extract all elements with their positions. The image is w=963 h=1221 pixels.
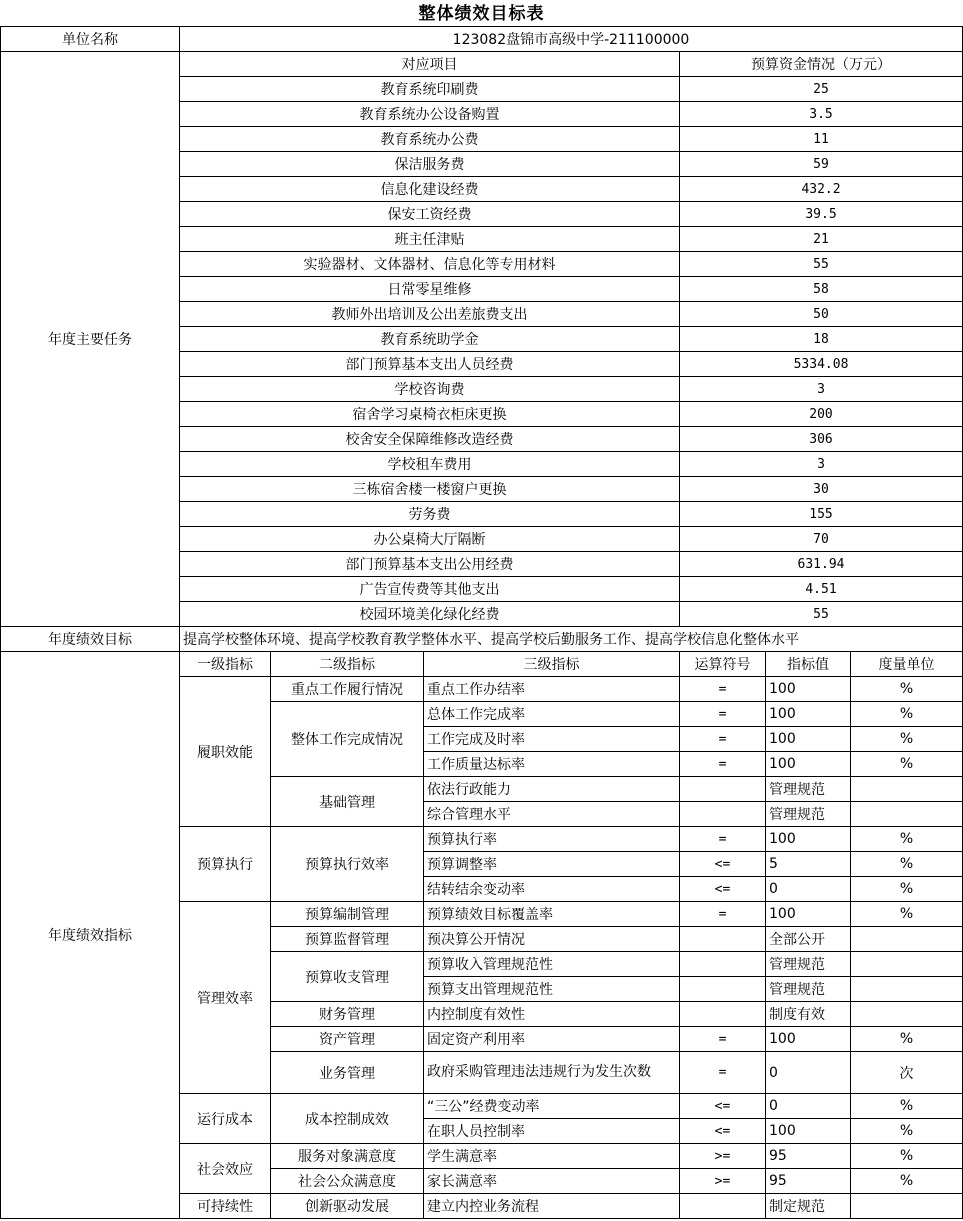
indicator-unit: % <box>851 902 963 927</box>
indicator-unit <box>851 977 963 1002</box>
indicator-level3: 建立内控业务流程 <box>424 1194 680 1219</box>
task-item: 办公桌椅大厅隔断 <box>180 527 680 552</box>
indicator-value: 100 <box>766 677 851 702</box>
indicator-header: 度量单位 <box>851 652 963 677</box>
indicator-value: 0 <box>766 1094 851 1119</box>
indicator-operator: = <box>680 702 766 727</box>
task-amount: 631.94 <box>680 552 963 577</box>
indicator-level2: 预算执行效率 <box>271 827 424 902</box>
indicator-value: 0 <box>766 1052 851 1094</box>
indicator-value: 95 <box>766 1144 851 1169</box>
task-item: 劳务费 <box>180 502 680 527</box>
indicator-level3: 综合管理水平 <box>424 802 680 827</box>
indicator-unit: % <box>851 1027 963 1052</box>
indicator-value: 100 <box>766 702 851 727</box>
unit-label: 单位名称 <box>1 27 180 52</box>
task-item: 部门预算基本支出人员经费 <box>180 352 680 377</box>
indicator-level2: 业务管理 <box>271 1052 424 1094</box>
indicator-operator <box>680 1002 766 1027</box>
indicator-level3: 依法行政能力 <box>424 777 680 802</box>
performance-table <box>0 26 963 1219</box>
task-item: 广告宣传费等其他支出 <box>180 577 680 602</box>
indicator-level2: 资产管理 <box>271 1027 424 1052</box>
task-item: 保安工资经费 <box>180 202 680 227</box>
task-amount: 50 <box>680 302 963 327</box>
indicator-level1: 运行成本 <box>180 1094 271 1144</box>
indicator-value: 100 <box>766 827 851 852</box>
task-amount: 3.5 <box>680 102 963 127</box>
task-amount: 18 <box>680 327 963 352</box>
indicator-level1: 可持续性 <box>180 1194 271 1219</box>
indicator-operator: = <box>680 677 766 702</box>
indicator-value: 100 <box>766 1119 851 1144</box>
indicator-level3: 政府采购管理违法违规行为发生次数 <box>424 1052 680 1094</box>
page-title: 整体绩效目标表 <box>418 4 545 24</box>
task-amount: 70 <box>680 527 963 552</box>
unit-value: 123082盘锦市高级中学-211100000 <box>180 27 963 52</box>
indicator-value: 100 <box>766 902 851 927</box>
task-item: 教育系统办公设备购置 <box>180 102 680 127</box>
tasks-label: 年度主要任务 <box>1 52 180 627</box>
task-item: 学校咨询费 <box>180 377 680 402</box>
indicator-operator: = <box>680 1027 766 1052</box>
task-amount: 59 <box>680 152 963 177</box>
indicator-level3: 总体工作完成率 <box>424 702 680 727</box>
task-item: 教育系统办公费 <box>180 127 680 152</box>
indicator-header: 运算符号 <box>680 652 766 677</box>
indicator-value: 100 <box>766 727 851 752</box>
indicator-operator <box>680 1194 766 1219</box>
goal-row <box>1 627 963 652</box>
task-amount: 21 <box>680 227 963 252</box>
task-item: 教育系统助学金 <box>180 327 680 352</box>
task-item: 部门预算基本支出公用经费 <box>180 552 680 577</box>
indicator-level3: 重点工作办结率 <box>424 677 680 702</box>
indicator-operator <box>680 952 766 977</box>
task-item: 教师外出培训及公出差旅费支出 <box>180 302 680 327</box>
indicator-value: 5 <box>766 852 851 877</box>
indicator-level3: 预算收入管理规范性 <box>424 952 680 977</box>
task-item: 教育系统印刷费 <box>180 77 680 102</box>
indicator-level3: 固定资产利用率 <box>424 1027 680 1052</box>
indicator-operator: >= <box>680 1144 766 1169</box>
task-amount: 200 <box>680 402 963 427</box>
task-item: 日常零星维修 <box>180 277 680 302</box>
tasks-col-budget: 预算资金情况（万元） <box>680 52 963 77</box>
indicator-level1: 社会效应 <box>180 1144 271 1194</box>
indicator-unit: % <box>851 727 963 752</box>
indicator-unit: % <box>851 702 963 727</box>
indicator-unit: 次 <box>851 1052 963 1094</box>
indicator-operator: <= <box>680 852 766 877</box>
indicator-level2: 创新驱动发展 <box>271 1194 424 1219</box>
task-amount: 25 <box>680 77 963 102</box>
indicator-level3: 预算支出管理规范性 <box>424 977 680 1002</box>
indicator-level2: 基础管理 <box>271 777 424 827</box>
indicator-level2: 重点工作履行情况 <box>271 677 424 702</box>
task-item: 三栋宿舍楼一楼窗户更换 <box>180 477 680 502</box>
indicator-level2: 整体工作完成情况 <box>271 702 424 777</box>
indicator-value: 管理规范 <box>766 777 851 802</box>
indicator-level2: 预算收支管理 <box>271 952 424 1002</box>
indicator-unit: % <box>851 877 963 902</box>
indicator-level3: 内控制度有效性 <box>424 1002 680 1027</box>
indicator-unit: % <box>851 852 963 877</box>
indicator-operator <box>680 802 766 827</box>
indicator-level3: 家长满意率 <box>424 1169 680 1194</box>
task-amount: 11 <box>680 127 963 152</box>
task-amount: 155 <box>680 502 963 527</box>
indicator-value: 100 <box>766 752 851 777</box>
indicator-operator: = <box>680 727 766 752</box>
indicator-value: 管理规范 <box>766 802 851 827</box>
indicator-operator <box>680 977 766 1002</box>
indicator-level1: 预算执行 <box>180 827 271 902</box>
indicator-level3: 预算执行率 <box>424 827 680 852</box>
indicator-unit: % <box>851 1169 963 1194</box>
unit-row <box>1 27 963 52</box>
tasks-col-item: 对应项目 <box>180 52 680 77</box>
task-amount: 5334.08 <box>680 352 963 377</box>
indicator-header: 三级指标 <box>424 652 680 677</box>
indicator-level3: 预决算公开情况 <box>424 927 680 952</box>
indicator-level3: “三公”经费变动率 <box>424 1094 680 1119</box>
task-amount: 30 <box>680 477 963 502</box>
indicator-value: 100 <box>766 1027 851 1052</box>
task-item: 实验器材、文体器材、信息化等专用材料 <box>180 252 680 277</box>
indicator-level2: 预算监督管理 <box>271 927 424 952</box>
indicator-header: 一级指标 <box>180 652 271 677</box>
indicator-unit: % <box>851 1144 963 1169</box>
indicators-label: 年度绩效指标 <box>1 652 180 1219</box>
task-item: 学校租车费用 <box>180 452 680 477</box>
indicator-level3: 预算绩效目标覆盖率 <box>424 902 680 927</box>
indicator-operator: >= <box>680 1169 766 1194</box>
task-amount: 55 <box>680 602 963 627</box>
indicator-unit: % <box>851 752 963 777</box>
indicator-value: 制度有效 <box>766 1002 851 1027</box>
indicator-unit <box>851 927 963 952</box>
indicator-operator: <= <box>680 877 766 902</box>
indicator-header: 指标值 <box>766 652 851 677</box>
indicator-unit: % <box>851 1094 963 1119</box>
tasks-header-row <box>1 52 963 77</box>
indicator-level1: 管理效率 <box>180 902 271 1094</box>
indicator-value: 0 <box>766 877 851 902</box>
indicator-level2: 预算编制管理 <box>271 902 424 927</box>
task-amount: 4.51 <box>680 577 963 602</box>
task-item: 信息化建设经费 <box>180 177 680 202</box>
indicator-operator: <= <box>680 1094 766 1119</box>
indicator-operator: = <box>680 902 766 927</box>
indicator-operator: = <box>680 827 766 852</box>
task-item: 宿舍学习桌椅衣柜床更换 <box>180 402 680 427</box>
task-amount: 58 <box>680 277 963 302</box>
indicator-operator: <= <box>680 1119 766 1144</box>
indicator-level1: 履职效能 <box>180 677 271 827</box>
goal-text: 提高学校整体环境、提高学校教育教学整体水平、提高学校后勤服务工作、提高学校信息化整体水平 <box>180 627 963 652</box>
task-amount: 306 <box>680 427 963 452</box>
task-amount: 55 <box>680 252 963 277</box>
task-amount: 3 <box>680 377 963 402</box>
indicator-level2: 成本控制成效 <box>271 1094 424 1144</box>
indicator-level3: 在职人员控制率 <box>424 1119 680 1144</box>
indicator-value: 95 <box>766 1169 851 1194</box>
task-amount: 39.5 <box>680 202 963 227</box>
indicator-unit <box>851 952 963 977</box>
indicator-header-row <box>1 652 963 677</box>
indicator-operator <box>680 927 766 952</box>
task-item: 保洁服务费 <box>180 152 680 177</box>
indicator-unit: % <box>851 1119 963 1144</box>
indicator-operator: = <box>680 752 766 777</box>
indicator-unit <box>851 1194 963 1219</box>
indicator-unit: % <box>851 827 963 852</box>
task-amount: 432.2 <box>680 177 963 202</box>
indicator-level2: 社会公众满意度 <box>271 1169 424 1194</box>
goal-label: 年度绩效目标 <box>1 627 180 652</box>
indicator-header: 二级指标 <box>271 652 424 677</box>
indicator-unit <box>851 1002 963 1027</box>
indicator-level2: 服务对象满意度 <box>271 1144 424 1169</box>
indicator-level3: 学生满意率 <box>424 1144 680 1169</box>
task-item: 校园环境美化绿化经费 <box>180 602 680 627</box>
indicator-value: 全部公开 <box>766 927 851 952</box>
indicator-value: 制定规范 <box>766 1194 851 1219</box>
indicator-level2: 财务管理 <box>271 1002 424 1027</box>
indicator-unit <box>851 802 963 827</box>
indicator-unit <box>851 777 963 802</box>
indicator-unit: % <box>851 677 963 702</box>
indicator-level3: 工作完成及时率 <box>424 727 680 752</box>
task-amount: 3 <box>680 452 963 477</box>
indicator-level3: 预算调整率 <box>424 852 680 877</box>
indicator-operator: = <box>680 1052 766 1094</box>
indicator-level3: 工作质量达标率 <box>424 752 680 777</box>
indicator-level3: 结转结余变动率 <box>424 877 680 902</box>
indicator-value: 管理规范 <box>766 952 851 977</box>
task-item: 校舍安全保障维修改造经费 <box>180 427 680 452</box>
indicator-value: 管理规范 <box>766 977 851 1002</box>
task-item: 班主任津贴 <box>180 227 680 252</box>
indicator-operator <box>680 777 766 802</box>
